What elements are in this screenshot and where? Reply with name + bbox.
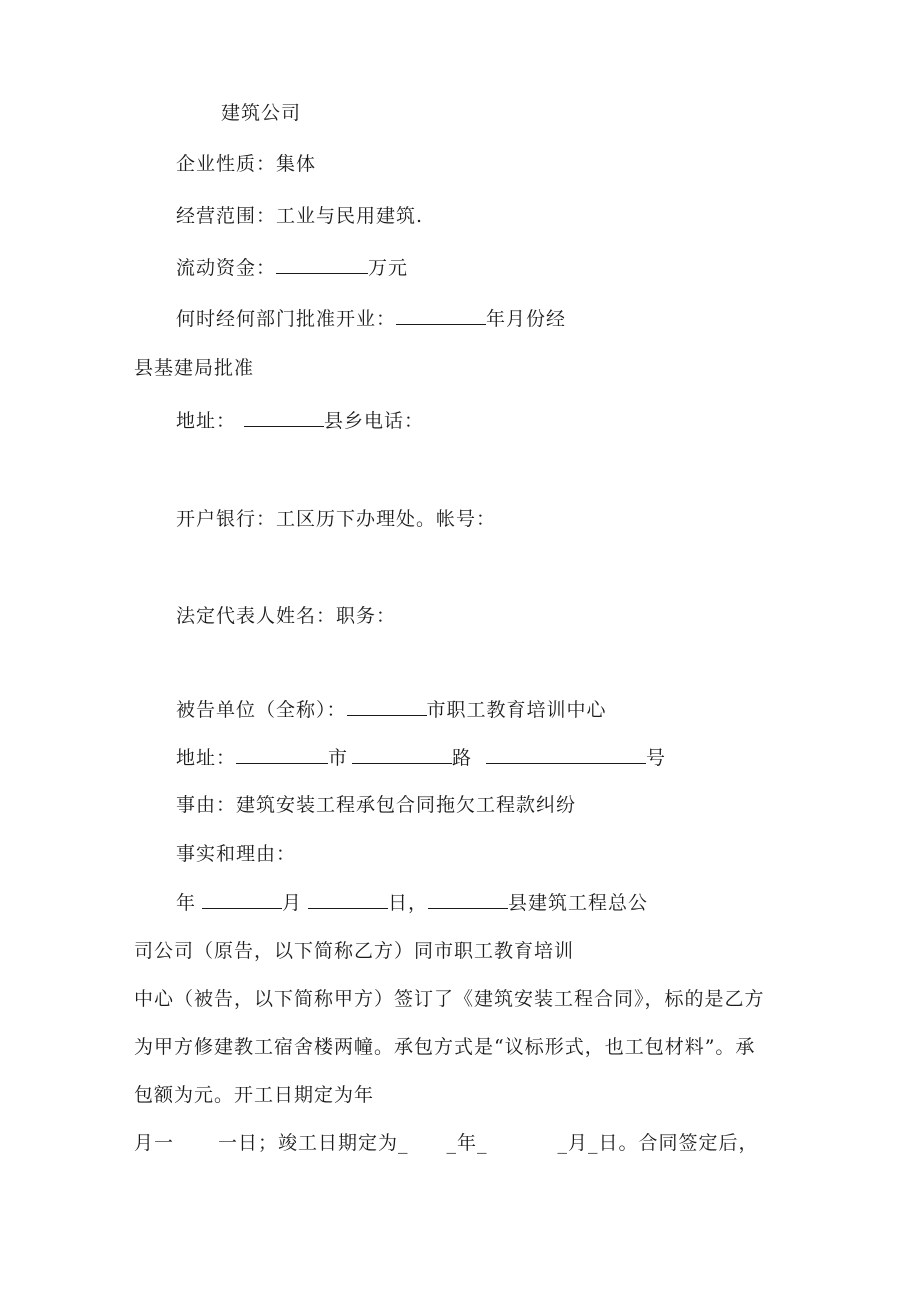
body-text-2: 中心（被告，以下简称甲方）签订了《建筑安装工程合同》，标的是乙方 bbox=[134, 988, 765, 1010]
approval-date-text: 年月份经 bbox=[486, 308, 567, 330]
defendant-line bbox=[176, 697, 607, 722]
enterprise-nature-line bbox=[176, 152, 316, 176]
body-text-4: 包额为元。开工日期定为年 bbox=[134, 1084, 375, 1106]
working-capital-unit: 万元 bbox=[368, 257, 409, 279]
legal-rep-line bbox=[176, 604, 396, 628]
body-line-2 bbox=[134, 987, 765, 1011]
facts-heading: 事实和理由： bbox=[176, 843, 297, 865]
date-line bbox=[176, 890, 648, 915]
month-text: 月 bbox=[282, 892, 303, 914]
bank-line bbox=[176, 507, 496, 531]
body-line-5 bbox=[134, 1131, 759, 1155]
facts-heading-line bbox=[176, 842, 296, 866]
body-text-3: 为甲方修建教工宿舍楼两幢。承包方式是“议标形式，也工包材料”。承 bbox=[134, 1036, 756, 1058]
approval-label: 何时经何部门批准开业： bbox=[176, 308, 397, 330]
working-capital-blank bbox=[276, 255, 368, 274]
defendant-label: 被告单位（全称）： bbox=[176, 699, 347, 721]
company-name: 建筑公司 bbox=[221, 102, 302, 124]
body-line-4 bbox=[134, 1083, 374, 1107]
approval-authority-line bbox=[134, 356, 254, 380]
body-line-3 bbox=[134, 1035, 755, 1059]
body-text-1: 司公司（原告，以下简称乙方）同市职工教育培训 bbox=[134, 940, 575, 962]
number-text: 号 bbox=[646, 747, 667, 769]
body-text-5a: 月一 bbox=[134, 1132, 175, 1154]
defendant-address-line bbox=[176, 745, 666, 770]
road-text: 路 bbox=[452, 747, 473, 769]
defendant-blank bbox=[347, 697, 427, 716]
body-text-5b: 一日；竣工日期定为_ bbox=[218, 1132, 409, 1154]
enterprise-nature: 企业性质：集体 bbox=[176, 153, 317, 175]
plaintiff-address-label: 地址： bbox=[176, 410, 237, 432]
body-line-1 bbox=[134, 939, 574, 963]
body-text-5c: _年_ bbox=[446, 1132, 488, 1154]
working-capital-label: 流动资金： bbox=[176, 257, 277, 279]
approval-authority: 县基建局批准 bbox=[134, 357, 255, 379]
day-blank bbox=[308, 890, 388, 909]
approval-blank bbox=[396, 306, 486, 325]
company-text: 县建筑工程总公 bbox=[508, 892, 649, 914]
county-blank bbox=[428, 890, 508, 909]
plaintiff-address-line bbox=[176, 408, 424, 433]
month-blank bbox=[202, 890, 282, 909]
bank-info: 开户银行：工区历下办理处。帐号： bbox=[176, 508, 497, 530]
company-name-line bbox=[221, 101, 301, 125]
road-blank bbox=[352, 745, 452, 764]
year-text: 年 bbox=[176, 892, 197, 914]
business-scope-line bbox=[176, 204, 423, 228]
working-capital-line bbox=[176, 255, 408, 280]
city-text: 市 bbox=[328, 747, 349, 769]
plaintiff-address-blank bbox=[244, 408, 324, 427]
cause-line bbox=[176, 793, 576, 817]
defendant-name: 市职工教育培训中心 bbox=[426, 699, 607, 721]
day-text: 日， bbox=[388, 892, 429, 914]
legal-rep-info: 法定代表人姓名：职务： bbox=[176, 605, 397, 627]
cause-of-action: 事由：建筑安装工程承包合同拖欠工程款纠纷 bbox=[176, 794, 577, 816]
body-text-5d: _月_日。合同签定后， bbox=[557, 1132, 759, 1154]
plaintiff-address-phone: 县乡电话： bbox=[324, 410, 425, 432]
number-blank bbox=[486, 745, 646, 764]
city-blank bbox=[236, 745, 328, 764]
business-scope: 经营范围：工业与民用建筑. bbox=[176, 205, 424, 227]
defendant-address-label: 地址： bbox=[176, 747, 237, 769]
approval-line bbox=[176, 306, 566, 331]
